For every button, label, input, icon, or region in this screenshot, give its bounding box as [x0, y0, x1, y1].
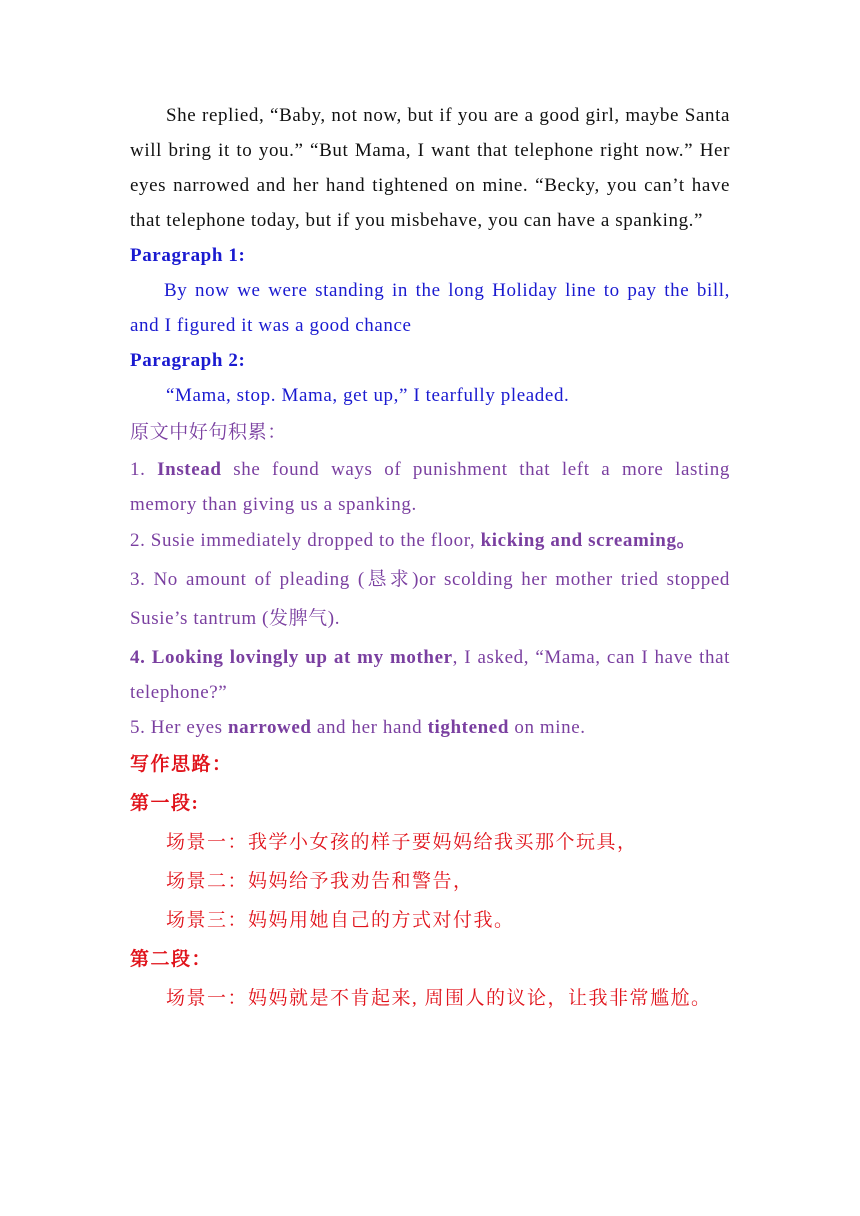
- sentence-1-number: 1.: [130, 459, 146, 480]
- sentence-2: [130, 523, 730, 558]
- sentence-5-mid: and her hand: [311, 717, 428, 738]
- sentence-5-bold-2: tightened: [427, 717, 510, 738]
- paragraph-1-text: By now we were standing in the long Holiday line to pay the bill, and I figured it was a good chance: [130, 280, 730, 336]
- first-section-heading: 第一段:: [130, 793, 200, 814]
- sentence-2-post: 。: [676, 530, 697, 551]
- sentence-4-rest: , I asked, “Mama, can I have that telephone?”: [130, 647, 730, 703]
- second-section-heading: 第二段：: [130, 949, 213, 970]
- first-scene-2: 场景二：妈妈给予我劝告和警告，: [166, 871, 474, 892]
- document-page: [130, 98, 730, 1018]
- sentence-2-pre: 2. Susie immediately dropped to the floor,: [130, 530, 481, 551]
- sentence-2-bold: kicking and screaming: [480, 530, 677, 551]
- sentences-heading: 原文中好句积累：: [130, 422, 287, 443]
- sentence-5-post: on mine.: [509, 717, 586, 738]
- paragraph-2-text: “Mama, stop. Mama, get up,” I tearfully pleaded.: [166, 385, 570, 406]
- first-scene-1: 场景一：我学小女孩的样子要妈妈给我买那个玩具，: [166, 832, 638, 853]
- sentence-5-bold-1: narrowed: [227, 717, 312, 738]
- paragraph-2-heading: Paragraph 2:: [130, 350, 246, 371]
- outline-heading: 写作思路：: [130, 754, 233, 775]
- paragraph-1-heading: Paragraph 1:: [130, 245, 246, 266]
- sentence-5: [130, 710, 730, 745]
- sentence-4-bold: 4. Looking lovingly up at my mother: [130, 647, 453, 668]
- sentence-5-pre: 5. Her eyes: [130, 717, 228, 738]
- sentence-1-bold: Instead: [157, 459, 222, 480]
- sentence-1: [130, 452, 730, 522]
- second-scene-1: 场景一：妈妈就是不肯起来, 周围人的议论，让我非常尴尬。: [166, 988, 712, 1009]
- sentence-1-rest: she found ways of punishment that left a more lasting memory than giving us a spanking.: [130, 459, 730, 515]
- story-paragraph: She replied, “Baby, not now, but if you are a good girl, maybe Santa will bring it to you.” “But Mama, I want that telephone right now.” Her eyes narrowed and her hand tightened on mine. “Becky, you can’t have that telephone today, but if you misbehave, you can have a spanking.”: [130, 105, 730, 231]
- sentence-4: [130, 640, 730, 710]
- first-scene-3: 场景三：妈妈用她自己的方式对付我。: [166, 910, 515, 931]
- sentence-3: 3. No amount of pleading (恳求)or scolding her mother tried stopped Susie’s tantrum (发脾气).: [130, 569, 730, 629]
